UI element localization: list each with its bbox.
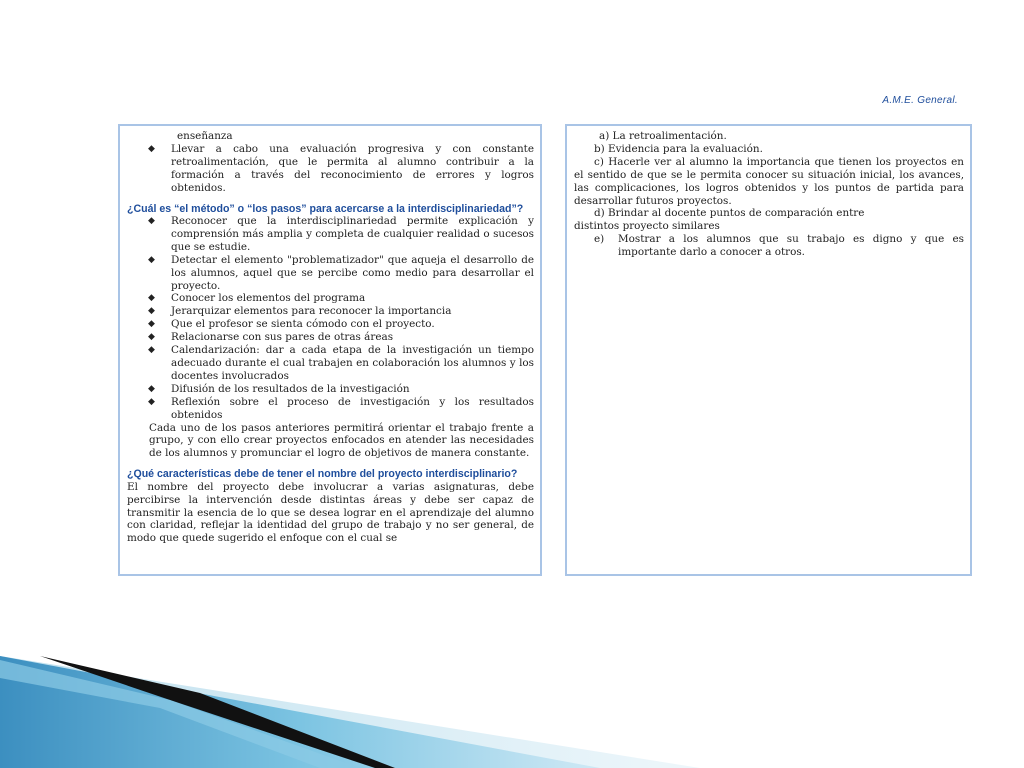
bullet-icon: ◆ <box>148 345 155 356</box>
item-e <box>574 233 964 259</box>
bullet-icon: ◆ <box>148 306 155 317</box>
list-item: ◆ Reflexión sobre el proceso de investigación y los resultados obtenidos <box>148 395 534 421</box>
paragraph-project-name: El nombre del proyecto debe involucrar a varias asignaturas, debe percibirse la intervención desde distintas áreas y debe ser capaz de transmitir la esencia de lo que se desea lograr en el aprendizaje del alumno con claridad, reflejar la identidad del grupo de trabajo y no ser general, de modo que quede sugerido el enfoque con el cual se <box>127 480 534 545</box>
bullet-icon: ◆ <box>148 319 155 330</box>
heading-project-name: ¿Qué características debe de tener el nombre del proyecto interdisciplinario? <box>127 468 518 481</box>
bullet-icon: ◆ <box>148 143 155 154</box>
list-item: ◆ Conocer los elementos del programa <box>148 292 366 305</box>
bullet-icon: ◆ <box>148 396 155 407</box>
bullet-list-method <box>127 215 534 422</box>
item-c: c) Hacerle ver al alumno la importancia que tienen los proyectos en el sentido de que se le permita conocer su situación inicial, los avances, las complicaciones, los logros obtenidos y los puntos de partida para desarrollar futuros proyectos. <box>574 155 964 207</box>
right-text-panel <box>565 124 972 576</box>
header-label: A.M.E. General. <box>882 95 958 106</box>
item-d-continuation: distintos proyecto similares <box>574 220 720 233</box>
list-item: ◆ Detectar el elemento "problematizador" que aqueja el desarrollo de los alumnos, aquel que se percibe como medio para desarrollar el proyecto. <box>148 253 534 292</box>
bullet-icon: ◆ <box>148 254 155 265</box>
left-text-panel <box>118 124 542 576</box>
bullet-list-top <box>127 143 534 195</box>
item-b: b) Evidencia para la evaluación. <box>594 142 763 155</box>
list-item: ◆ Relacionarse con sus pares de otras áreas <box>148 331 394 344</box>
list-item: ◆ Llevar a cabo una evaluación progresiva y con constante retroalimentación, que le permita al alumno contribuir a la formación a través del reconocimiento de errores y logros obtenidos. <box>148 142 534 194</box>
bullet-icon: ◆ <box>148 293 155 304</box>
item-e-label: e) <box>594 233 605 246</box>
list-item: ◆ Reconocer que la interdisciplinariedad permite explicación y comprensión más amplia y completa de cualquier realidad o sucesos que se estudie. <box>148 215 534 253</box>
item-e-text: Mostrar a los alumnos que su trabajo es digno y que es importante darlo a conocer a otros. <box>618 233 964 259</box>
bullet-icon: ◆ <box>148 383 155 394</box>
list-item: ◆ Jerarquizar elementos para reconocer la importancia <box>148 305 452 318</box>
fragment-top: enseñanza <box>177 130 233 142</box>
heading-method: ¿Cuál es “el método” o “los pasos” para acercarse a la interdisciplinariedad”? <box>127 202 524 215</box>
list-item: ◆ Difusión de los resultados de la investigación <box>148 382 410 395</box>
list-item: ◆ Calendarización: dar a cada etapa de la investigación un tiempo adecuado durante el cual trabajen en colaboración los alumnos y los docentes involucrados <box>148 344 534 382</box>
bullet-icon: ◆ <box>148 332 155 343</box>
item-d: d) Brindar al docente puntos de comparación entre <box>594 207 865 220</box>
decorative-swoosh <box>0 638 1024 768</box>
item-a: a) La retroalimentación. <box>599 130 727 142</box>
bullet-icon: ◆ <box>148 216 155 227</box>
paragraph-steps: Cada uno de los pasos anteriores permitirá orientar el trabajo frente a grupo, y con ello crear proyectos enfocados en atender las necesidades de los alumnos y promunciar el logro de objetivos de manera constante. <box>149 421 534 460</box>
list-item: ◆ Que el profesor se sienta cómodo con el proyecto. <box>148 318 435 331</box>
